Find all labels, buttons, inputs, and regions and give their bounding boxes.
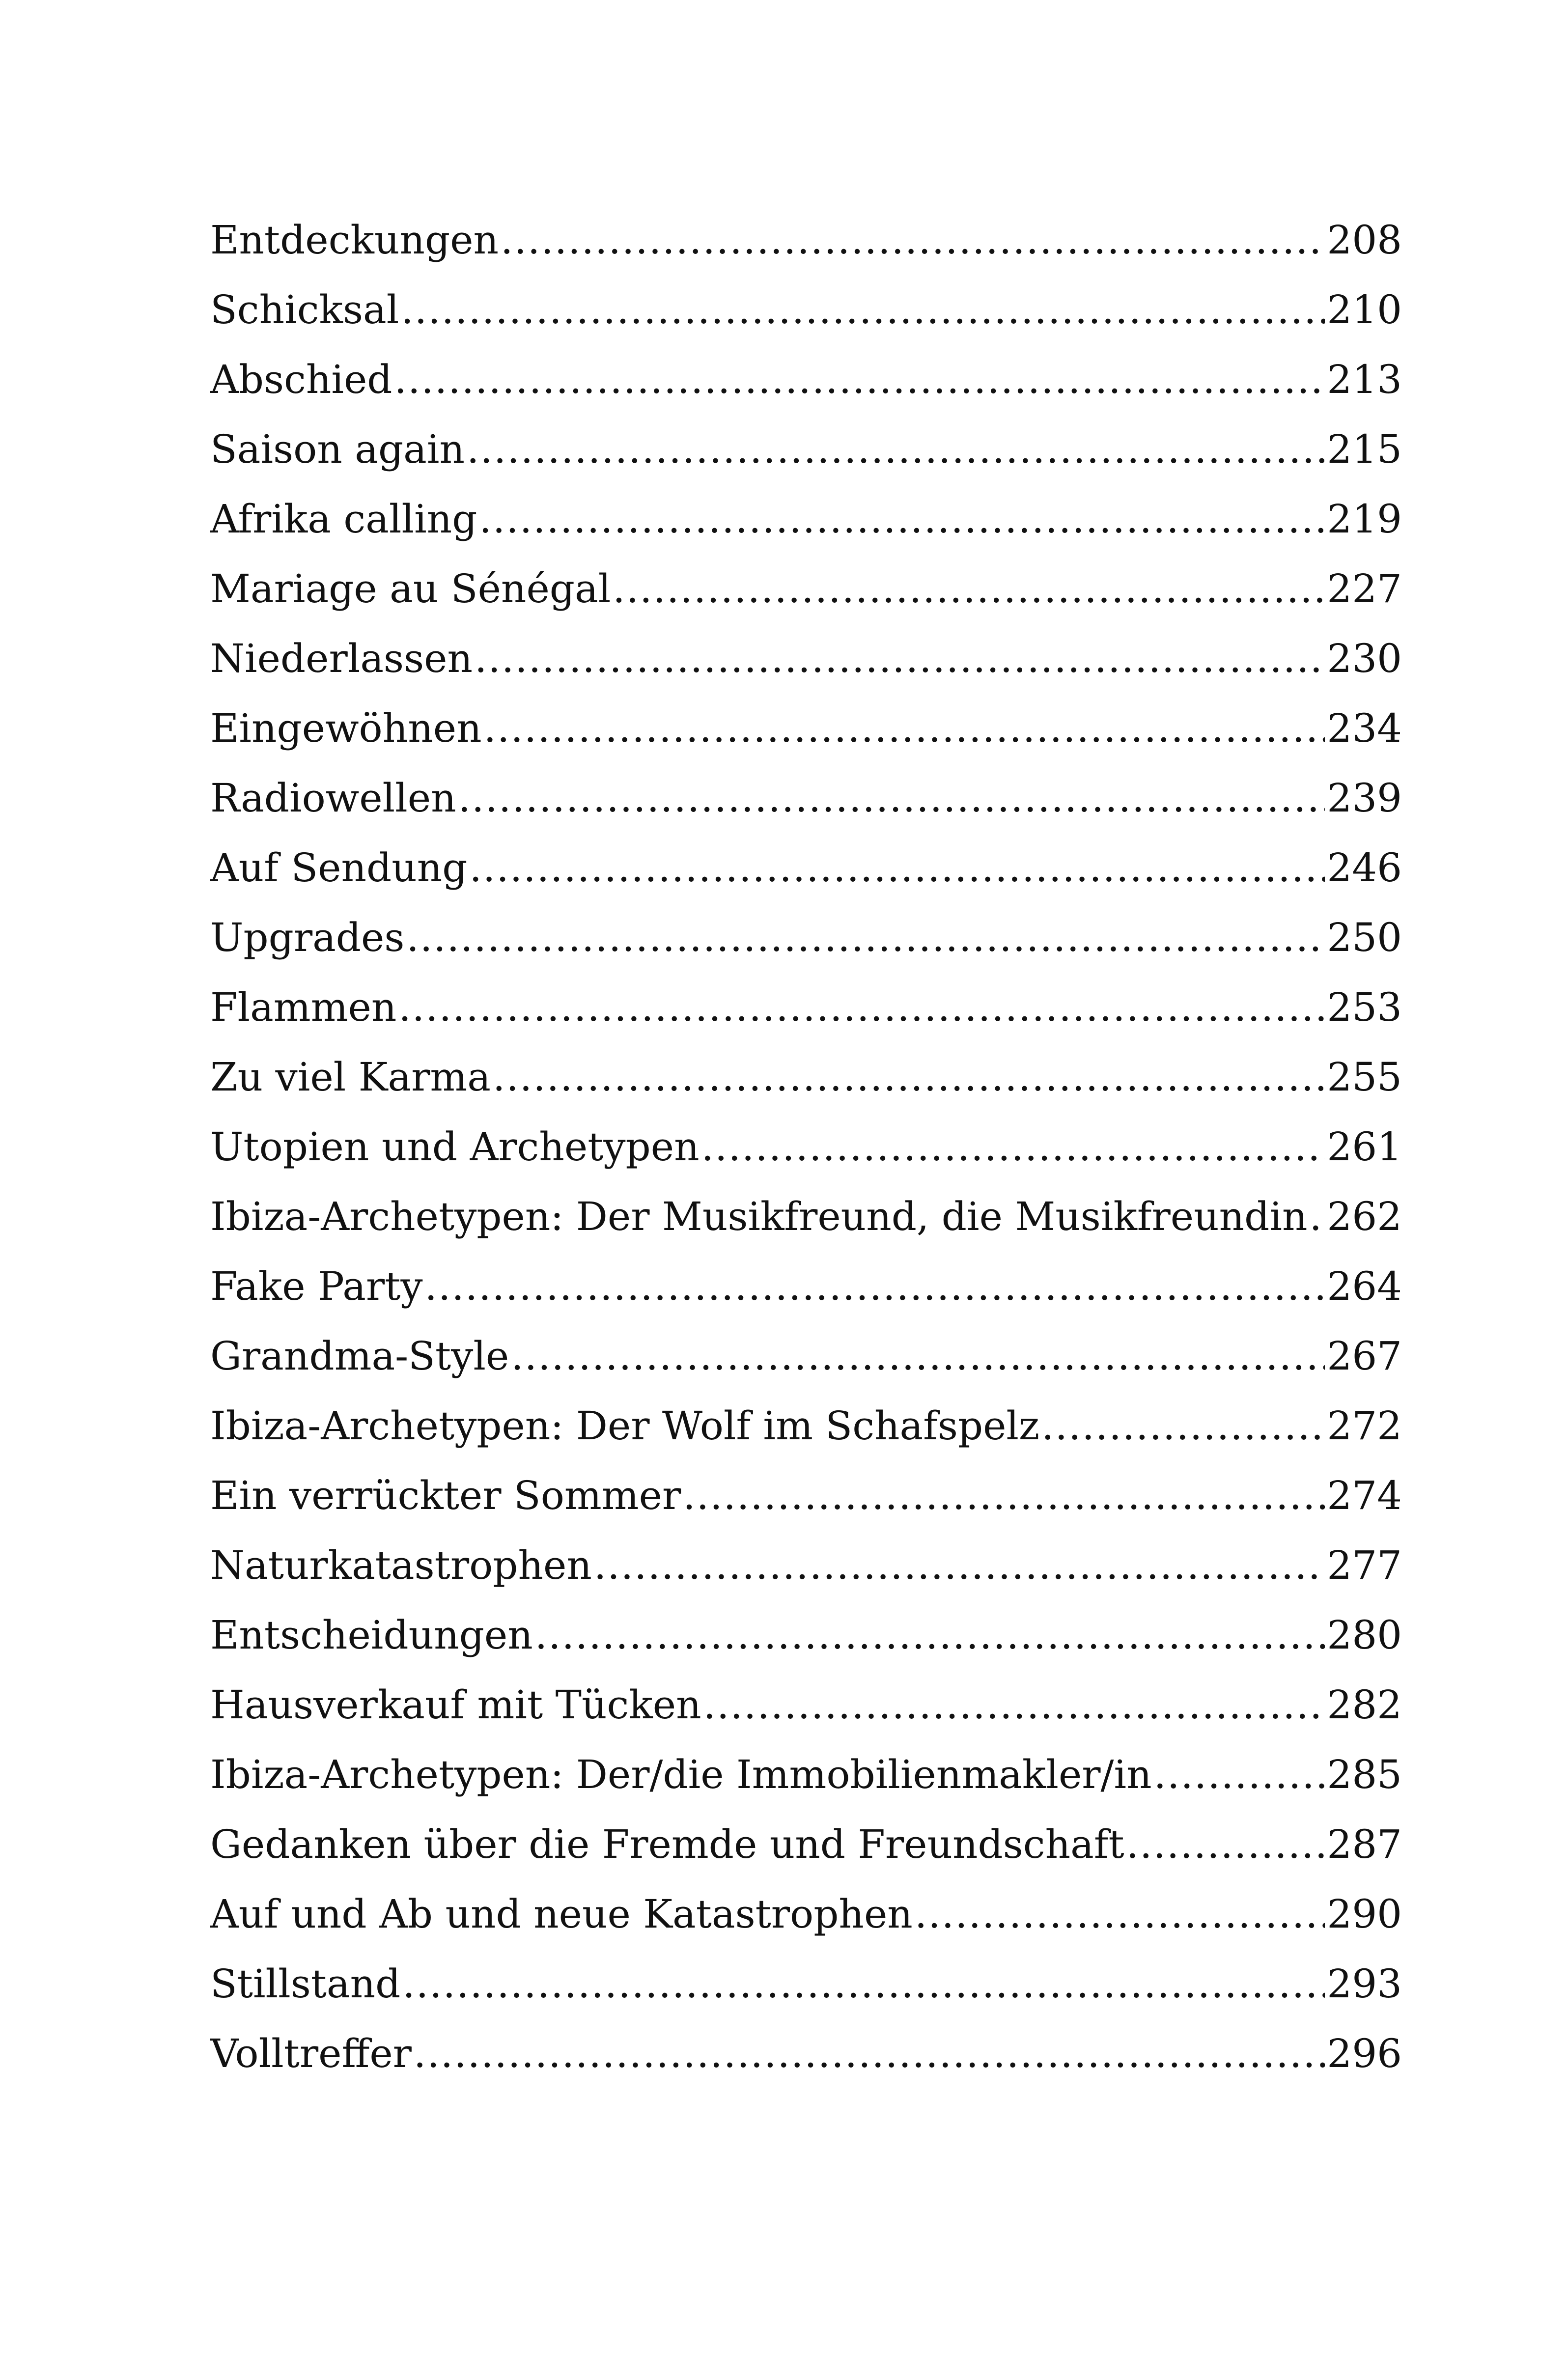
toc-entry-title: Flammen — [210, 984, 397, 1030]
dot-leader — [1126, 1810, 1325, 1879]
toc-entry-page-number: 280 — [1327, 1612, 1402, 1658]
table-of-contents — [210, 205, 1402, 2089]
toc-entry — [210, 903, 1402, 973]
toc-entry-title: Utopien und Archetypen — [210, 1124, 700, 1170]
toc-entry-title: Ibiza-Archetypen: Der/die Immobilienmakler/in — [210, 1752, 1152, 1797]
dot-leader — [1154, 1740, 1325, 1810]
toc-entry-title: Auf und Ab und neue Katastrophen — [210, 1891, 913, 1937]
toc-entry-page-number: 282 — [1327, 1682, 1402, 1728]
dot-leader — [425, 1252, 1325, 1321]
dot-leader — [479, 484, 1325, 554]
toc-entry — [210, 1810, 1402, 1879]
dot-leader — [398, 973, 1325, 1042]
toc-entry-page-number: 227 — [1327, 566, 1402, 612]
toc-entry-title: Upgrades — [210, 915, 405, 960]
toc-entry-title: Zu viel Karma — [210, 1054, 491, 1100]
toc-entry — [210, 554, 1402, 624]
dot-leader — [458, 763, 1325, 833]
toc-entry-page-number: 272 — [1327, 1403, 1402, 1449]
toc-entry-page-number: 213 — [1327, 357, 1402, 402]
toc-entry-title: Fake Party — [210, 1263, 423, 1309]
toc-entry — [210, 624, 1402, 694]
toc-entry-page-number: 246 — [1327, 845, 1402, 891]
toc-entry-title: Ein verrückter Sommer — [210, 1473, 681, 1518]
dot-leader — [1309, 1182, 1325, 1252]
toc-entry-title: Afrika calling — [210, 496, 477, 542]
dot-leader — [484, 694, 1325, 763]
toc-entry — [210, 1949, 1402, 2019]
toc-entry-page-number: 296 — [1327, 2031, 1402, 2076]
dot-leader — [1041, 1391, 1325, 1461]
toc-entry-title: Ibiza-Archetypen: Der Wolf im Schafspelz — [210, 1403, 1040, 1449]
toc-entry — [210, 1670, 1402, 1740]
toc-entry — [210, 2019, 1402, 2089]
toc-entry-page-number: 255 — [1327, 1054, 1402, 1100]
dot-leader — [394, 345, 1325, 415]
toc-entry-title: Entscheidungen — [210, 1612, 533, 1658]
toc-entry-title: Ibiza-Archetypen: Der Musikfreund, die Musikfreundin — [210, 1194, 1308, 1239]
toc-entry-title: Grandma-Style — [210, 1333, 509, 1379]
toc-entry — [210, 484, 1402, 554]
dot-leader — [701, 1112, 1325, 1182]
toc-entry-page-number: 293 — [1327, 1961, 1402, 2007]
toc-entry-page-number: 215 — [1327, 426, 1402, 472]
dot-leader — [401, 275, 1325, 345]
toc-entry — [210, 1112, 1402, 1182]
dot-leader — [475, 624, 1325, 694]
dot-leader — [469, 833, 1325, 903]
toc-entry-title: Eingewöhnen — [210, 705, 482, 751]
toc-entry — [210, 1391, 1402, 1461]
toc-entry — [210, 1252, 1402, 1321]
toc-entry-page-number: 219 — [1327, 496, 1402, 542]
dot-leader — [406, 903, 1325, 973]
dot-leader — [683, 1461, 1325, 1531]
toc-entry-page-number: 261 — [1327, 1124, 1402, 1170]
toc-entry — [210, 1600, 1402, 1670]
toc-entry — [210, 1461, 1402, 1531]
toc-entry-page-number: 253 — [1327, 984, 1402, 1030]
toc-entry-title: Entdeckungen — [210, 217, 499, 263]
toc-entry — [210, 345, 1402, 415]
toc-entry-title: Volltreffer — [210, 2031, 412, 2076]
toc-entry-title: Mariage au Sénégal — [210, 566, 611, 612]
toc-entry-page-number: 210 — [1327, 287, 1402, 333]
toc-entry — [210, 205, 1402, 275]
dot-leader — [414, 2019, 1325, 2089]
toc-entry-title: Hausverkauf mit Tücken — [210, 1682, 701, 1728]
toc-entry-page-number: 208 — [1327, 217, 1402, 263]
toc-entry-page-number: 239 — [1327, 775, 1402, 821]
toc-entry-title: Gedanken über die Fremde und Freundschaft — [210, 1821, 1124, 1867]
toc-entry-title: Stillstand — [210, 1961, 401, 2007]
toc-entry — [210, 1740, 1402, 1810]
toc-entry — [210, 275, 1402, 345]
dot-leader — [613, 554, 1325, 624]
toc-entry-title: Auf Sendung — [210, 845, 468, 891]
toc-entry-title: Naturkatastrophen — [210, 1542, 592, 1588]
toc-entry-title: Saison again — [210, 426, 465, 472]
toc-entry — [210, 763, 1402, 833]
toc-entry-title: Niederlassen — [210, 636, 473, 681]
toc-entry — [210, 833, 1402, 903]
toc-entry-page-number: 230 — [1327, 636, 1402, 681]
dot-leader — [501, 205, 1325, 275]
dot-leader — [493, 1042, 1325, 1112]
toc-entry-page-number: 250 — [1327, 915, 1402, 960]
toc-entry — [210, 1531, 1402, 1600]
dot-leader — [915, 1879, 1325, 1949]
dot-leader — [511, 1321, 1325, 1391]
toc-entry-page-number: 274 — [1327, 1473, 1402, 1518]
dot-leader — [594, 1531, 1325, 1600]
toc-entry — [210, 1042, 1402, 1112]
toc-entry-page-number: 267 — [1327, 1333, 1402, 1379]
toc-entry-title: Schicksal — [210, 287, 399, 333]
toc-entry-page-number: 234 — [1327, 705, 1402, 751]
dot-leader — [467, 415, 1325, 484]
toc-entry-title: Radiowellen — [210, 775, 456, 821]
dot-leader — [703, 1670, 1325, 1740]
toc-entry-page-number: 290 — [1327, 1891, 1402, 1937]
toc-entry — [210, 1182, 1402, 1252]
toc-entry-title: Abschied — [210, 357, 392, 402]
toc-entry — [210, 973, 1402, 1042]
toc-entry-page-number: 277 — [1327, 1542, 1402, 1588]
toc-entry — [210, 415, 1402, 484]
toc-entry-page-number: 287 — [1327, 1821, 1402, 1867]
toc-entry-page-number: 285 — [1327, 1752, 1402, 1797]
toc-entry — [210, 1879, 1402, 1949]
toc-entry — [210, 694, 1402, 763]
toc-entry — [210, 1321, 1402, 1391]
toc-entry-page-number: 264 — [1327, 1263, 1402, 1309]
dot-leader — [535, 1600, 1325, 1670]
dot-leader — [402, 1949, 1325, 2019]
toc-entry-page-number: 262 — [1327, 1194, 1402, 1239]
